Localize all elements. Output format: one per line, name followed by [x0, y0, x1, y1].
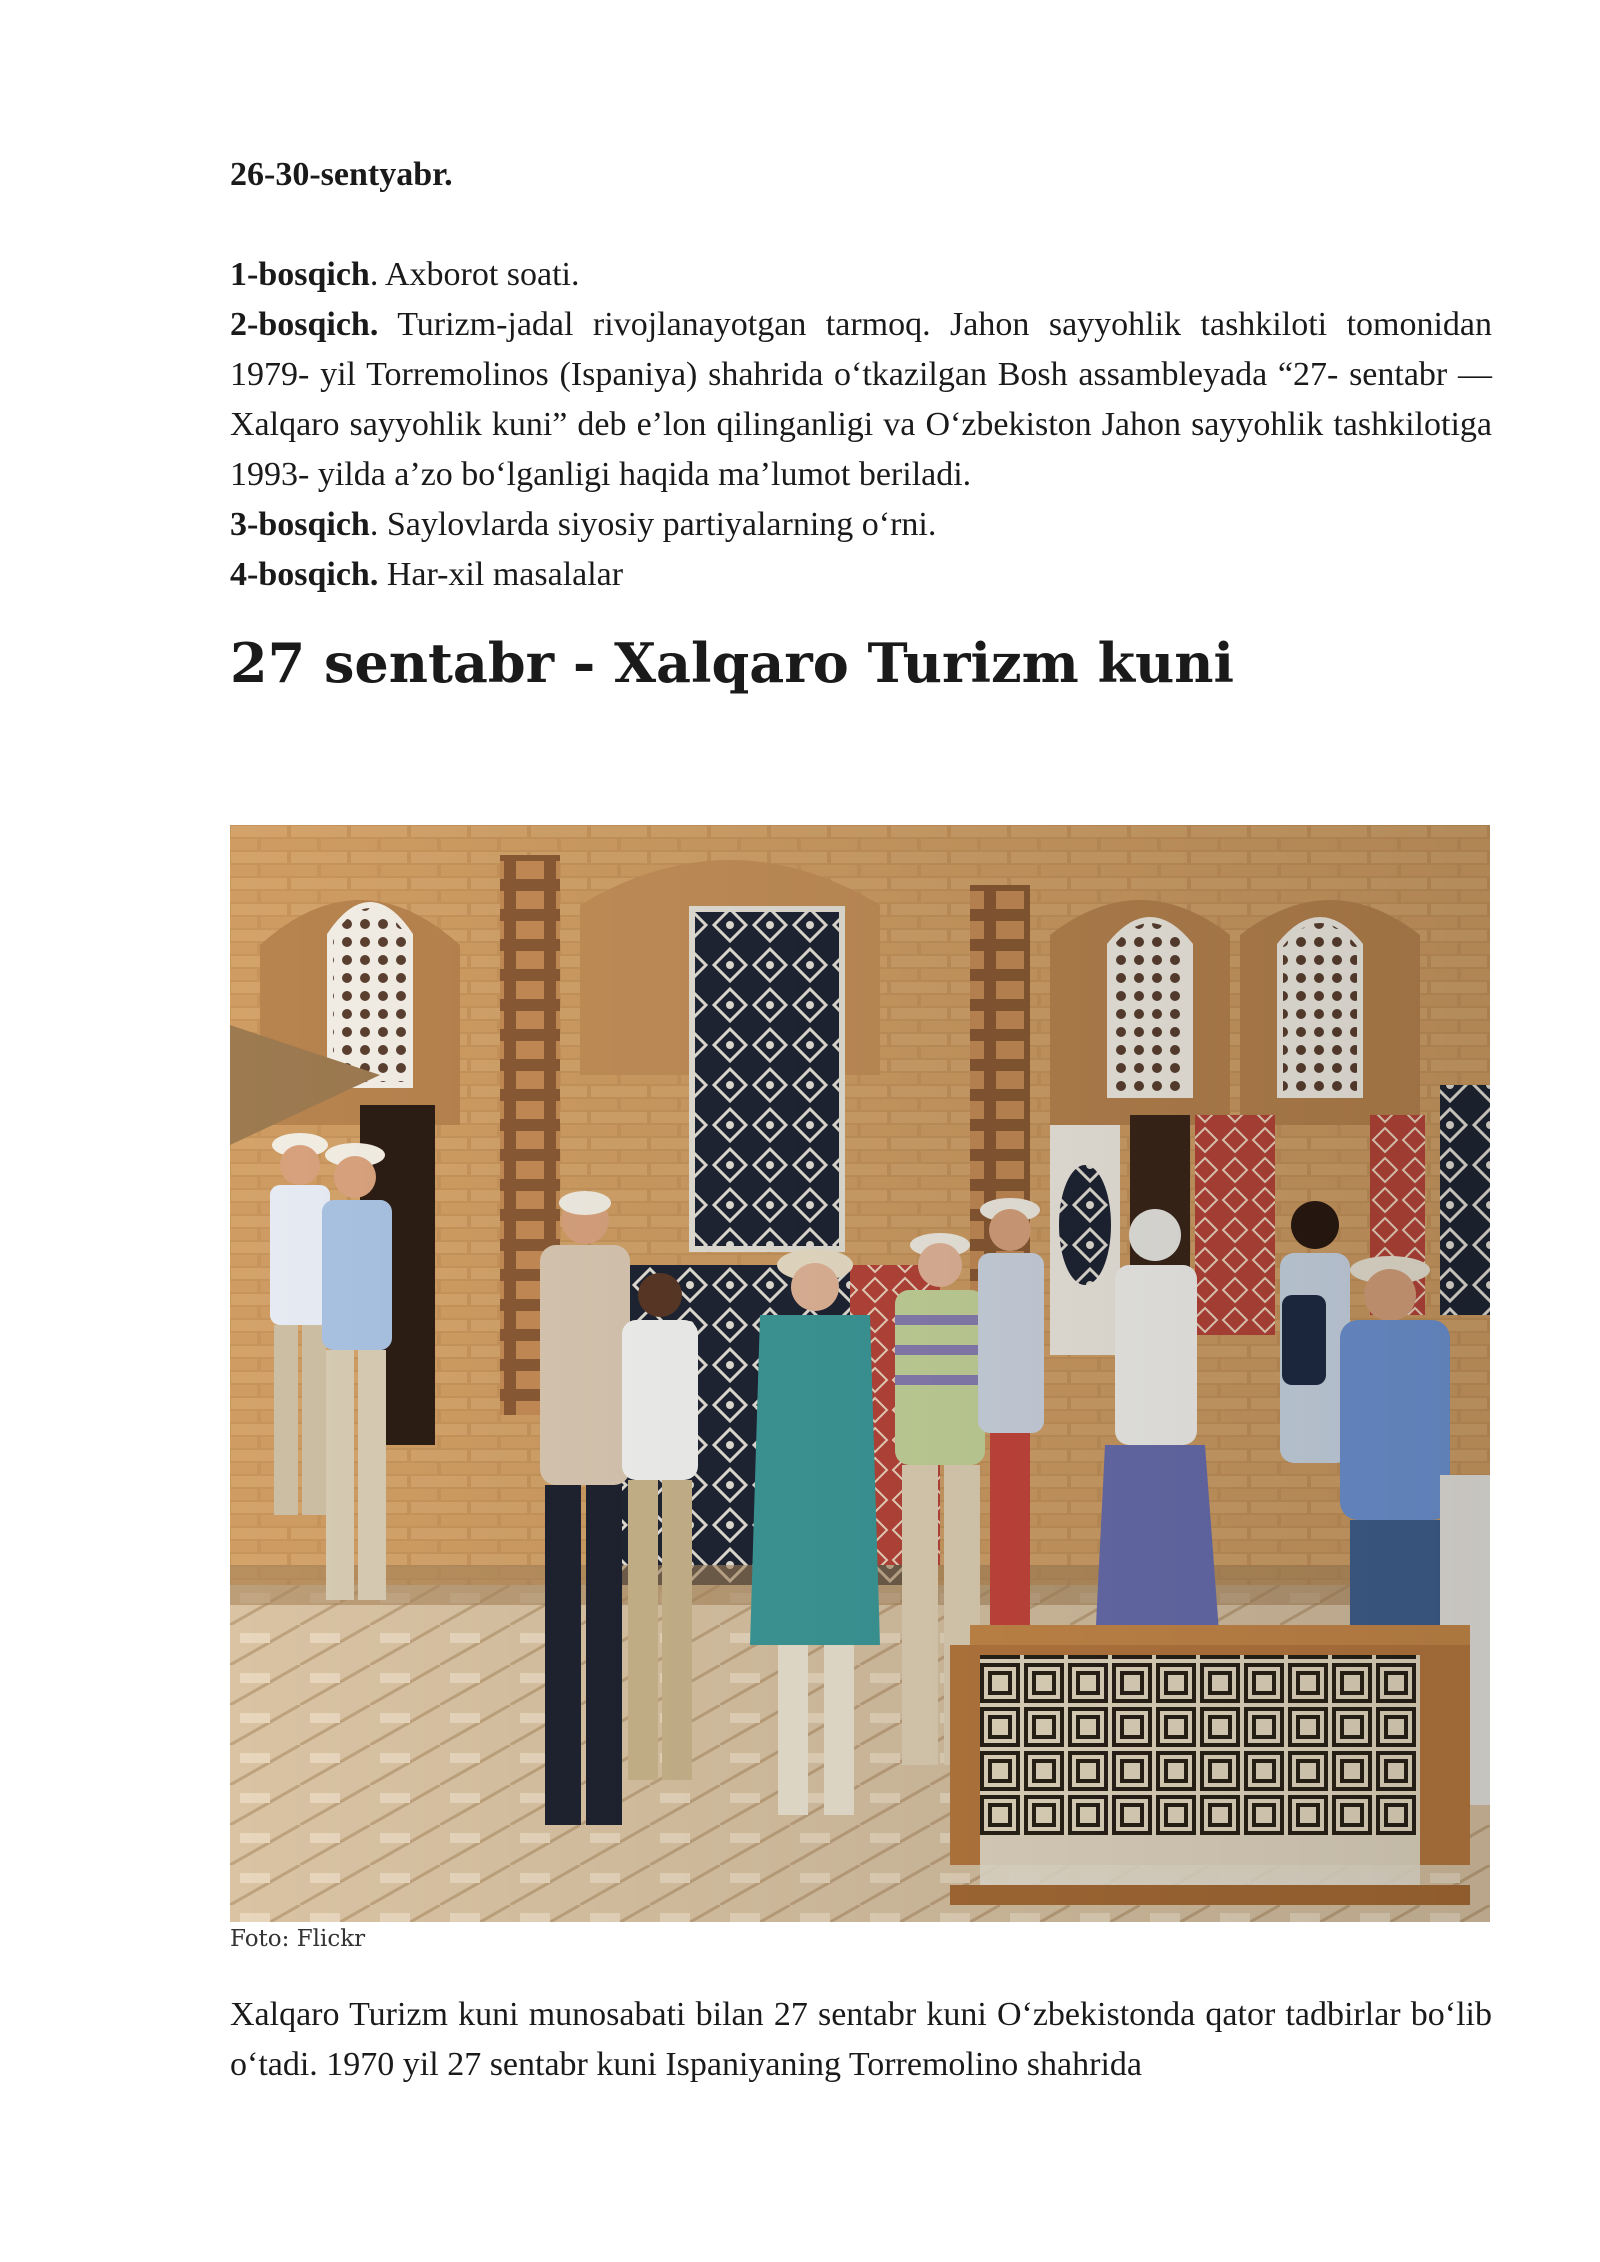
step-label: 4-bosqich. — [230, 556, 379, 593]
step-text: Axborot soati. — [384, 256, 580, 293]
photo-illustration — [230, 825, 1490, 1922]
photo-caption: Foto: Flickr — [230, 1926, 366, 1952]
article-heading: 27 sentabr - Xalqaro Turizm kuni — [230, 631, 1235, 695]
step-text: Har-xil masalalar — [386, 556, 624, 593]
step-separator — [378, 306, 397, 343]
step-3 — [230, 500, 1492, 550]
step-text: Turizm-jadal rivojlanayotgan tarmoq. Jahon sayyohlik tashkiloti tomonidan 1979- yil Torremolinos (Ispaniya) shahrida o‘tkazilgan Bosh assambleyada “27- sentabr — Xalqaro sayyohlik kuni” deb e’lon qilinganligi va O‘zbekiston Jahon sayyohlik tashkilotiga 1993- yilda a’zo bo‘lganligi haqida ma’lumot beriladi. — [230, 306, 1492, 493]
step-2 — [230, 300, 1492, 500]
step-label: 2-bosqich. — [230, 306, 379, 343]
step-separator — [378, 556, 387, 593]
content-column — [230, 150, 1492, 698]
tourists-market-photo — [230, 825, 1490, 1922]
step-label: 1-bosqich — [230, 256, 370, 293]
steps-list — [230, 250, 1492, 600]
step-text: Saylovlarda siyosiy partiyalarning o‘rni. — [386, 506, 937, 543]
date-line: 26-30-sentyabr. — [230, 156, 453, 193]
step-separator: . — [369, 506, 387, 543]
step-label: 3-bosqich — [230, 506, 370, 543]
step-1 — [230, 250, 1492, 300]
step-separator: . — [369, 256, 385, 293]
body-paragraph: Xalqaro Turizm kuni munosabati bilan 27 sentabr kuni O‘zbekistonda qator tadbirlar bo‘lib o‘tadi. 1970 yil 27 sentabr kuni Ispaniyaning Torremolino shahrida — [230, 1996, 1492, 2083]
step-4 — [230, 550, 1492, 600]
